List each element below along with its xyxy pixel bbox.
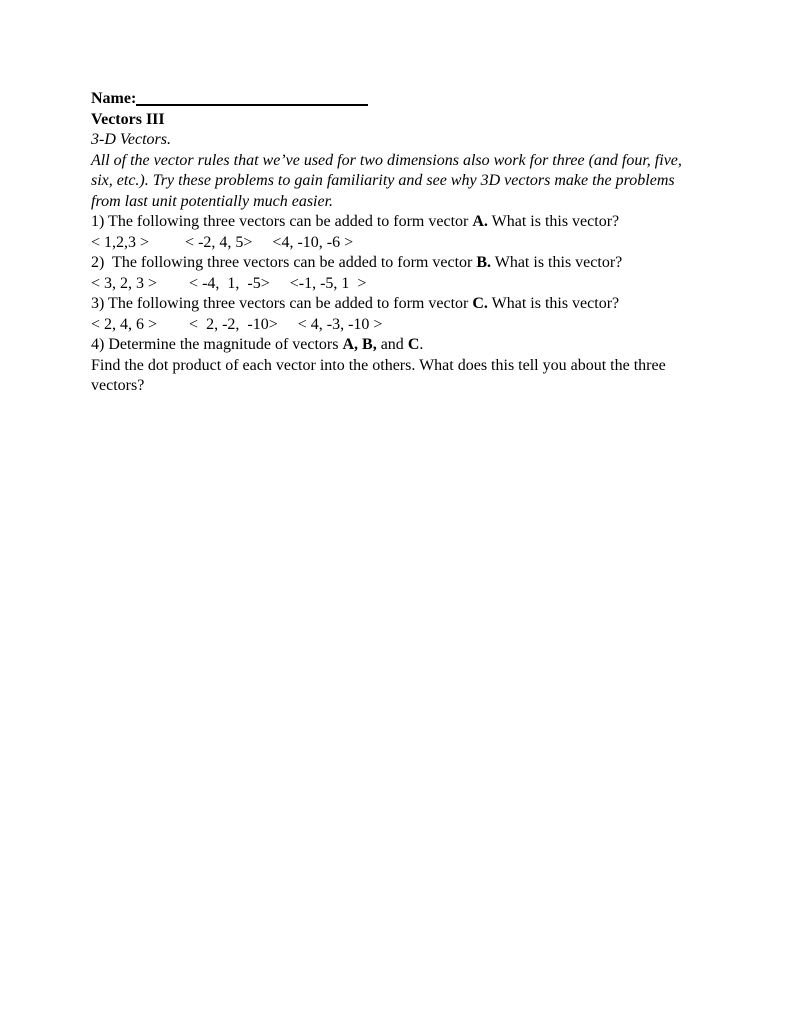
name-label: Name: (91, 90, 137, 107)
name-blank-line (136, 90, 368, 106)
text-run: 3) The following three vectors can be added to form vector (91, 295, 473, 312)
text-run: What is this vector? (487, 213, 620, 230)
text-run: 1) The following three vectors can be added to form vector (91, 213, 473, 230)
text-run: A, B, (342, 336, 377, 353)
text-run: A. (472, 213, 488, 230)
text-run: 4) Determine the magnitude of vectors (91, 336, 343, 353)
question-3-vectors: < 2, 4, 6 > < 2, -2, -10> < 4, -3, -10 > (91, 315, 383, 333)
text-run: C (407, 336, 420, 353)
question-2-prompt (91, 253, 706, 274)
dot-product-question: Find the dot product of each vector into the others. What does this tell you about the three vectors? (91, 356, 670, 394)
text-run: and (376, 336, 408, 353)
section-subtitle: 3-D Vectors. (91, 131, 171, 148)
text-run: 2) The following three vectors can be added to form vector (91, 254, 477, 271)
text-run: What is this vector? (491, 254, 623, 271)
question-1-vectors: < 1,2,3 > < -2, 4, 5> <4, -10, -6 > (91, 233, 354, 251)
text-run: What is this vector? (487, 295, 620, 312)
question-1-prompt (91, 212, 706, 233)
text-run: . (419, 336, 424, 353)
doc-title: Vectors III (91, 110, 165, 128)
question-4-prompt (91, 335, 706, 356)
question-2-vectors: < 3, 2, 3 > < -4, 1, -5> <-1, -5, 1 > (91, 274, 367, 292)
text-run: C. (472, 295, 488, 312)
intro-paragraph: All of the vector rules that we’ve used for two dimensions also work for three (and four, five, six, etc.). Try these problems to gain familiarity and see why 3D vectors make the problems from last unit potentially much easier. (91, 151, 682, 210)
question-3-prompt (91, 294, 706, 315)
name-line (91, 87, 706, 110)
text-run: B. (476, 254, 492, 271)
